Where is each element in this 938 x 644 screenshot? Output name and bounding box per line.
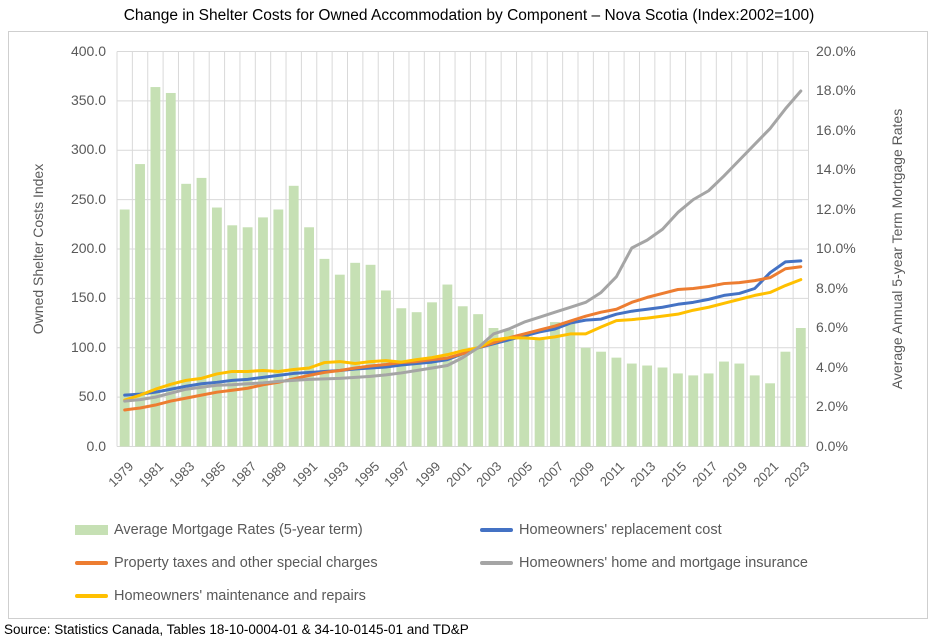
legend-item bbox=[75, 521, 363, 539]
mortgage-rate-bar-1992 bbox=[320, 259, 330, 447]
mortgage-rate-bar-1986 bbox=[227, 225, 237, 446]
right-axis-tick: 12.0% bbox=[816, 200, 856, 217]
mortgage-rate-bar-2008 bbox=[565, 322, 575, 446]
chart-title: Change in Shelter Costs for Owned Accommodation by Component – Nova Scotia (Index:2002=100) bbox=[123, 7, 815, 24]
legend-line-swatch bbox=[480, 561, 513, 564]
mortgage-rate-bar-1980 bbox=[135, 164, 145, 446]
right-axis-tick: 2.0% bbox=[816, 398, 848, 414]
left-axis-tick: 0.0 bbox=[86, 437, 106, 454]
mortgage-rate-bar-2005 bbox=[519, 336, 529, 447]
legend-item bbox=[75, 554, 378, 572]
mortgage-rate-bar-2018 bbox=[719, 362, 729, 447]
x-axis-tick: 1989 bbox=[258, 458, 290, 490]
mortgage-rate-bar-1988 bbox=[258, 217, 268, 446]
right-axis-tick: 0.0% bbox=[816, 437, 848, 454]
legend-bar-swatch bbox=[75, 525, 108, 535]
source-note: Source: Statistics Canada, Tables 18-10-0004-01 & 34-10-0145-01 and TD&P bbox=[4, 622, 469, 637]
mortgage-rate-bar-2011 bbox=[612, 358, 622, 447]
left-axis-tick: 150.0 bbox=[70, 289, 106, 306]
mortgage-rate-bar-2014 bbox=[658, 368, 668, 447]
mortgage-rate-bar-2010 bbox=[596, 352, 606, 447]
right-axis-tick: 4.0% bbox=[816, 358, 848, 375]
mortgage-rate-bar-2001 bbox=[458, 306, 468, 446]
legend-label: Homeowners' replacement cost bbox=[519, 522, 722, 538]
legend-line-swatch bbox=[75, 561, 108, 564]
right-axis-tick: 14.0% bbox=[816, 161, 856, 177]
x-axis-tick: 2011 bbox=[597, 458, 628, 489]
left-axis-tick: 200.0 bbox=[70, 240, 106, 256]
x-axis-tick: 1999 bbox=[412, 458, 444, 490]
mortgage-rate-bar-2013 bbox=[642, 366, 652, 447]
x-axis-tick: 1981 bbox=[135, 458, 167, 490]
x-axis-tick: 1979 bbox=[104, 458, 136, 490]
x-axis-tick: 1985 bbox=[197, 458, 229, 490]
mortgage-rate-bar-2002 bbox=[473, 314, 483, 446]
left-axis-tick: 100.0 bbox=[70, 338, 106, 355]
left-axis-tick: 250.0 bbox=[70, 190, 106, 207]
x-axis-tick: 2007 bbox=[535, 458, 567, 490]
x-axis-tick: 2015 bbox=[658, 458, 690, 490]
mortgage-rate-bar-1997 bbox=[396, 308, 406, 446]
mortgage-rate-bar-1983 bbox=[181, 184, 191, 447]
legend-line-swatch bbox=[75, 594, 108, 597]
left-axis-tick: 50.0 bbox=[78, 388, 106, 405]
legend-item bbox=[480, 554, 808, 572]
legend-label: Homeowners' maintenance and repairs bbox=[114, 588, 366, 604]
x-axis-tick: 2019 bbox=[719, 458, 751, 490]
legend-item bbox=[75, 587, 366, 605]
right-axis-tick: 10.0% bbox=[816, 240, 856, 256]
mortgage-rate-bar-2016 bbox=[688, 375, 698, 446]
mortgage-rate-bar-1987 bbox=[243, 227, 253, 446]
left-axis-tick: 300.0 bbox=[70, 141, 106, 158]
x-axis-tick: 2021 bbox=[750, 458, 782, 490]
x-axis-tick: 1995 bbox=[350, 458, 382, 490]
legend-label: Average Mortgage Rates (5-year term) bbox=[114, 522, 363, 538]
mortgage-rate-bar-2012 bbox=[627, 364, 637, 447]
right-axis-tick: 6.0% bbox=[816, 319, 848, 335]
x-axis-tick: 2003 bbox=[473, 458, 505, 490]
x-axis-tick: 2009 bbox=[565, 458, 597, 490]
left-axis-title: Owned Shelter Costs Index bbox=[30, 163, 46, 335]
mortgage-rate-bar-2017 bbox=[704, 373, 714, 446]
x-axis-tick: 2017 bbox=[688, 458, 720, 490]
x-axis-tick: 1993 bbox=[320, 458, 352, 490]
mortgage-rate-bar-1994 bbox=[350, 263, 360, 447]
right-axis-tick: 16.0% bbox=[816, 121, 856, 138]
x-axis-tick: 2005 bbox=[504, 458, 536, 490]
right-axis-title: Average Annual 5-year Term Mortgage Rates bbox=[889, 108, 905, 390]
x-axis-tick: 2023 bbox=[781, 458, 813, 490]
left-axis-tick: 350.0 bbox=[70, 91, 106, 108]
mortgage-rate-bar-2006 bbox=[535, 338, 545, 447]
mortgage-rate-bar-2023 bbox=[796, 328, 806, 447]
right-axis-tick: 20.0% bbox=[816, 42, 856, 59]
x-axis-tick: 2001 bbox=[442, 458, 475, 490]
mortgage-rate-bar-1985 bbox=[212, 208, 222, 447]
mortgage-rate-bar-1998 bbox=[412, 312, 422, 446]
mortgage-rate-bar-2019 bbox=[734, 364, 744, 447]
mortgage-rate-bar-1999 bbox=[427, 302, 437, 446]
x-axis-tick: 1991 bbox=[289, 458, 321, 490]
legend-line-swatch bbox=[480, 528, 513, 531]
mortgage-rate-bar-1995 bbox=[366, 265, 376, 447]
mortgage-rate-bar-2007 bbox=[550, 322, 560, 446]
mortgage-rate-bar-2021 bbox=[765, 383, 775, 446]
mortgage-rate-bar-1989 bbox=[273, 210, 283, 447]
legend-label: Homeowners' home and mortgage insurance bbox=[519, 555, 808, 571]
mortgage-rate-bar-2020 bbox=[750, 375, 760, 446]
mortgage-rate-bar-1984 bbox=[197, 178, 207, 447]
legend-label: Property taxes and other special charges bbox=[114, 555, 378, 571]
x-axis-tick: 1983 bbox=[166, 458, 198, 490]
legend-item bbox=[480, 521, 722, 539]
mortgage-rate-bar-2009 bbox=[581, 348, 591, 447]
left-axis-tick: 400.0 bbox=[70, 42, 106, 59]
mortgage-rate-bar-2022 bbox=[781, 352, 791, 447]
right-axis-tick: 8.0% bbox=[816, 279, 848, 296]
right-axis-tick: 18.0% bbox=[816, 82, 856, 98]
x-axis-tick: 2013 bbox=[627, 458, 659, 490]
mortgage-rate-bar-2004 bbox=[504, 330, 514, 447]
x-axis-tick: 1987 bbox=[227, 458, 259, 490]
mortgage-rate-bar-1991 bbox=[304, 227, 314, 446]
mortgage-rate-bar-1990 bbox=[289, 186, 299, 447]
x-axis-tick: 1997 bbox=[381, 458, 413, 490]
mortgage-rate-bar-2015 bbox=[673, 373, 683, 446]
